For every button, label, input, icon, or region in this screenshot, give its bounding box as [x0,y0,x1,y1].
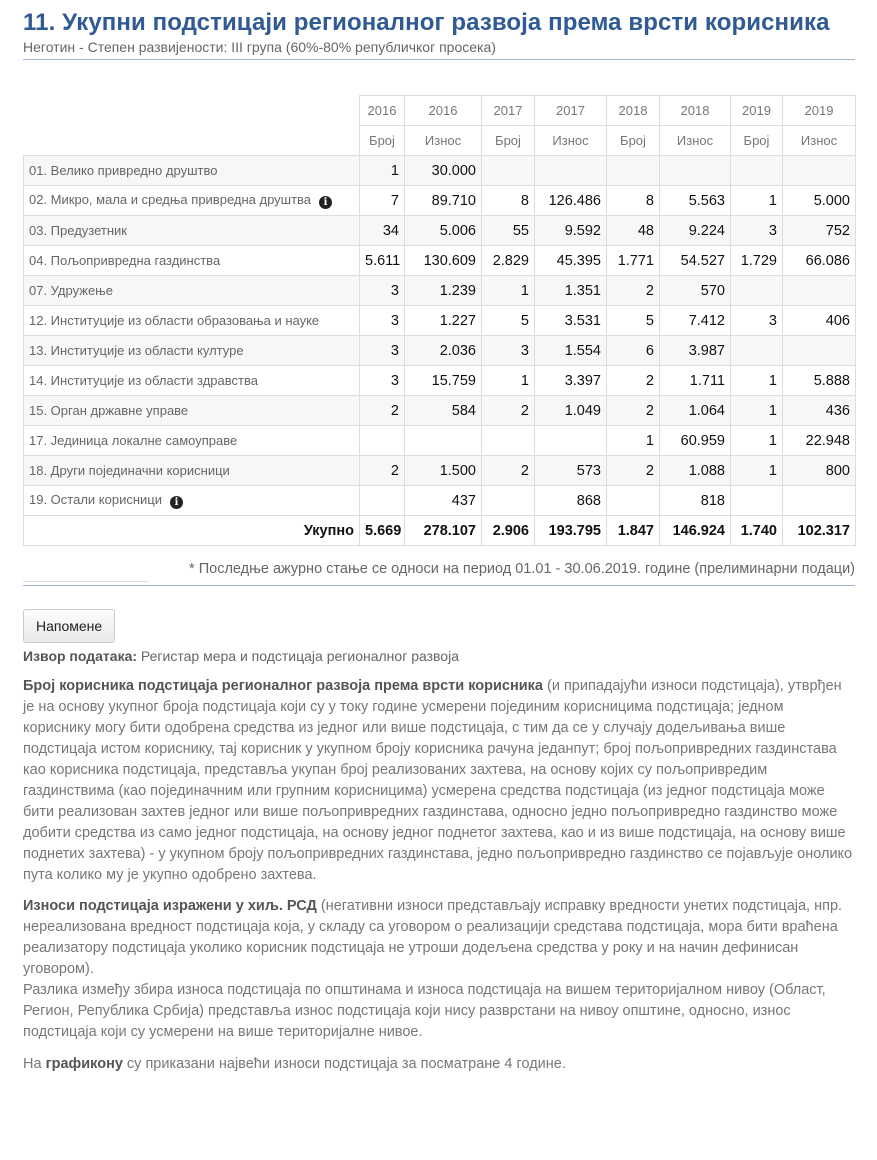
row-label [24,396,360,426]
table-cell [607,486,660,516]
table-cell: 1 [731,186,783,216]
table-cell [405,426,482,456]
table-cell [607,156,660,186]
table-cell: 2 [607,456,660,486]
row-label-text: 03. Предузетник [29,223,127,238]
row-label [24,246,360,276]
table-cell: 1 [731,366,783,396]
year-header: 2016 [405,96,482,126]
table-divider [23,585,855,586]
table-cell: 3.987 [660,336,731,366]
row-label [24,306,360,336]
table-cell: 1 [360,156,405,186]
footnote [23,558,855,580]
table-cell: 3 [731,216,783,246]
row-label-text: 01. Велико привредно друштво [29,163,218,178]
data-source [23,647,855,665]
subheader-row [24,126,856,156]
column-subheader: Број [607,126,660,156]
header-blank [24,126,360,156]
table-cell: 406 [783,306,856,336]
table-cell: 34 [360,216,405,246]
table-cell [783,276,856,306]
source-text: Регистар мера и подстицаја регионалног развоја [137,648,459,664]
table-cell: 3 [360,366,405,396]
row-label-text: 14. Институције из области здравства [29,373,258,388]
footnote-underline [23,581,148,582]
table-cell [783,336,856,366]
table-cell: 2.036 [405,336,482,366]
table-cell: 800 [783,456,856,486]
table-cell: 3.531 [535,306,607,336]
table-cell: 3 [731,306,783,336]
row-label-text: 17. Јединица локалне самоуправе [29,433,238,448]
column-subheader: Број [482,126,535,156]
total-cell: 278.107 [405,516,482,546]
table-cell: 1 [731,396,783,426]
row-label-text: 15. Орган државне управе [29,403,189,418]
table-row [24,366,856,396]
table-cell: 130.609 [405,246,482,276]
table-cell: 1 [482,366,535,396]
table-cell: 752 [783,216,856,246]
table-cell: 2 [607,396,660,426]
table-cell: 48 [607,216,660,246]
table-cell: 5.611 [360,246,405,276]
table-cell [731,486,783,516]
row-label-text: 13. Институције из области културе [29,343,244,358]
row-label-text: 18. Други појединачни корисници [29,463,230,478]
row-label [24,426,360,456]
table-cell: 45.395 [535,246,607,276]
note-text: су приказани највећи износи подстицаја за посматране 4 године. [122,1056,566,1072]
table-cell: 55 [482,216,535,246]
table-row [24,456,856,486]
table-cell: 3 [360,276,405,306]
table-row [24,276,856,306]
total-label: Укупно [24,516,360,546]
table-cell: 1.711 [660,366,731,396]
table-cell: 1.064 [660,396,731,426]
table-cell: 1 [731,456,783,486]
table-cell [731,156,783,186]
table-cell: 5.006 [405,216,482,246]
table-cell: 3.397 [535,366,607,396]
table-cell: 868 [535,486,607,516]
note-paragraph-amounts [23,896,855,980]
table-cell: 2 [360,396,405,426]
table-cell: 5.888 [783,366,856,396]
table-cell: 437 [405,486,482,516]
table-cell [360,426,405,456]
notes-button[interactable]: Напомене [23,609,115,643]
total-cell: 5.669 [360,516,405,546]
year-header: 2016 [360,96,405,126]
column-subheader: Износ [405,126,482,156]
table-cell: 6 [607,336,660,366]
table-cell: 584 [405,396,482,426]
row-label-text: 12. Институције из области образовања и науке [29,313,320,328]
page-subtitle: Неготин - Степен развијености: III група (60%-80% републичког просека) [23,39,496,55]
column-subheader: Број [360,126,405,156]
table-row [24,396,856,426]
table-cell [535,426,607,456]
table-cell [783,156,856,186]
total-cell: 102.317 [783,516,856,546]
table-cell [482,426,535,456]
note-paragraph-beneficiaries [23,676,855,886]
table-cell: 1.500 [405,456,482,486]
table-row [24,486,856,516]
table-cell: 1 [731,426,783,456]
column-subheader: Износ [660,126,731,156]
page-title: 11. Укупни подстицаји регионалног развоја према врсти корисника [23,9,830,36]
table-row [24,336,856,366]
row-label [24,456,360,486]
table-cell: 15.759 [405,366,482,396]
table-cell: 1.239 [405,276,482,306]
table-cell: 9.224 [660,216,731,246]
table-cell [482,486,535,516]
row-label [24,156,360,186]
table-cell: 9.592 [535,216,607,246]
table-cell: 1.088 [660,456,731,486]
table-cell: 2.829 [482,246,535,276]
total-cell: 2.906 [482,516,535,546]
info-icon[interactable]: i [319,196,332,209]
footnote-text: * Последње ажурно стање се односи на период 01.01 - 30.06.2019. године (прелиминарни подаци) [189,561,855,577]
table-cell: 2 [482,396,535,426]
note-bold: Број корисника подстицаја регионалног развоја према врсти корисника [23,678,543,694]
row-label [24,336,360,366]
table-cell: 22.948 [783,426,856,456]
table-cell: 126.486 [535,186,607,216]
table-cell: 7 [360,186,405,216]
row-label [24,216,360,246]
table-cell: 2 [607,366,660,396]
row-label [24,276,360,306]
table-row [24,426,856,456]
info-icon[interactable]: i [170,496,183,509]
year-header: 2017 [482,96,535,126]
row-label-text: 19. Остали корисници [29,492,162,507]
table-cell [731,276,783,306]
row-label-text: 02. Микро, мала и средња привредна друштва [29,192,312,207]
page-content [23,0,855,1075]
year-header: 2018 [660,96,731,126]
column-subheader: Износ [535,126,607,156]
table-row [24,216,856,246]
header-divider [23,59,855,60]
total-row [24,516,856,546]
table-row [24,156,856,186]
table-cell: 1.227 [405,306,482,336]
table-cell: 1.554 [535,336,607,366]
row-label-text: 04. Пољопривредна газдинства [29,253,221,268]
table-cell [783,486,856,516]
table-cell: 2 [607,276,660,306]
row-label [24,186,360,216]
table-row [24,306,856,336]
table-cell: 3 [360,306,405,336]
row-label-text: 07. Удружење [29,283,113,298]
year-header: 2017 [535,96,607,126]
table-cell: 570 [660,276,731,306]
table-cell [535,156,607,186]
total-cell: 1.847 [607,516,660,546]
table-cell: 5 [482,306,535,336]
table-cell [482,156,535,186]
table-row [24,246,856,276]
table-cell: 436 [783,396,856,426]
table-cell: 5 [607,306,660,336]
table-cell: 54.527 [660,246,731,276]
year-header: 2019 [783,96,856,126]
table-cell: 89.710 [405,186,482,216]
row-label [24,486,360,516]
table-cell: 1.771 [607,246,660,276]
subsidies-table [23,95,856,546]
table-cell: 3 [360,336,405,366]
note-text: (негативни износи представљају исправку вредности унетих подстицаја, нпр. нереализована вредност подстицаја која, у складу са уговором о реализацији средстава подстицаја, мора бити враћена реализатору подстицаја уколико корисник подстицаја не утроши додељена средства у року и на начин дефинисан уговором). [23,898,843,977]
table-cell: 573 [535,456,607,486]
table-cell: 1 [607,426,660,456]
note-paragraph-difference: Разлика између збира износа подстицаја по општинама и износа подстицаја на вишем територијалном нивоу (Област, Регион, Република Србија) представља износ подстицаја који нису разврстани на нивоу општине, односно, износ подстицаја који су усмерени на више територијалне нивое. [23,982,826,1040]
table-cell: 60.959 [660,426,731,456]
table-cell: 1.729 [731,246,783,276]
table-cell: 1 [482,276,535,306]
note-text: (и припадајући износи подстицаја), утврђен је на основу укупног броја подстицаја који су у току године усмерени појединим корисницима подстицаја; једном кориснику могу бити одобрена средства из једног или више подстицаја, с тим да се у случају додељивања више подстицаја истом кориснику, тај корисник у укупном броју корисника рачуна једанпут; број пољопривредних газдинстава као корисника подстицаја, представља укупан број реализованих захтева, на основу којих су пољопривредим газдинствима (као појединачним или групним корисницима) усмерена средства подстицаја (из једног подстицаја може бити реализован захтев једног или више пољопривредних газдинстава, односно једно пољопривредно газдинство може добити средства из само једног подстицаја, на основу једног поднетог захтева, као и из више подстицаја, на основу више поднетих захтева) - у укупном броју пољопривредних газдинстава, једно пољопривредно газдинство се појављује онолико пута колико му је укупно одобрено захтева. [23,678,853,883]
year-header: 2018 [607,96,660,126]
column-subheader: Износ [783,126,856,156]
table-cell: 5.000 [783,186,856,216]
table-cell: 2 [360,456,405,486]
table-cell: 3 [482,336,535,366]
table-cell: 818 [660,486,731,516]
year-header-row [24,96,856,126]
table-cell: 1.351 [535,276,607,306]
note-paragraph-chart [23,1054,855,1075]
table-cell: 2 [482,456,535,486]
table-cell [731,336,783,366]
table-cell: 5.563 [660,186,731,216]
table-cell: 7.412 [660,306,731,336]
table-cell: 1.049 [535,396,607,426]
table-cell [660,156,731,186]
column-subheader: Број [731,126,783,156]
year-header: 2019 [731,96,783,126]
header-blank [24,96,360,126]
row-label [24,366,360,396]
table-cell: 66.086 [783,246,856,276]
total-cell: 193.795 [535,516,607,546]
total-cell: 146.924 [660,516,731,546]
note-bold: графикону [45,1056,123,1072]
note-bold: Износи подстицаја изражени у хиљ. РСД [23,898,317,914]
table-cell: 8 [607,186,660,216]
table-cell [360,486,405,516]
table-cell: 8 [482,186,535,216]
note-text: На [23,1056,46,1072]
total-cell: 1.740 [731,516,783,546]
table-cell: 30.000 [405,156,482,186]
source-label: Извор података: [23,648,138,664]
table-row [24,186,856,216]
